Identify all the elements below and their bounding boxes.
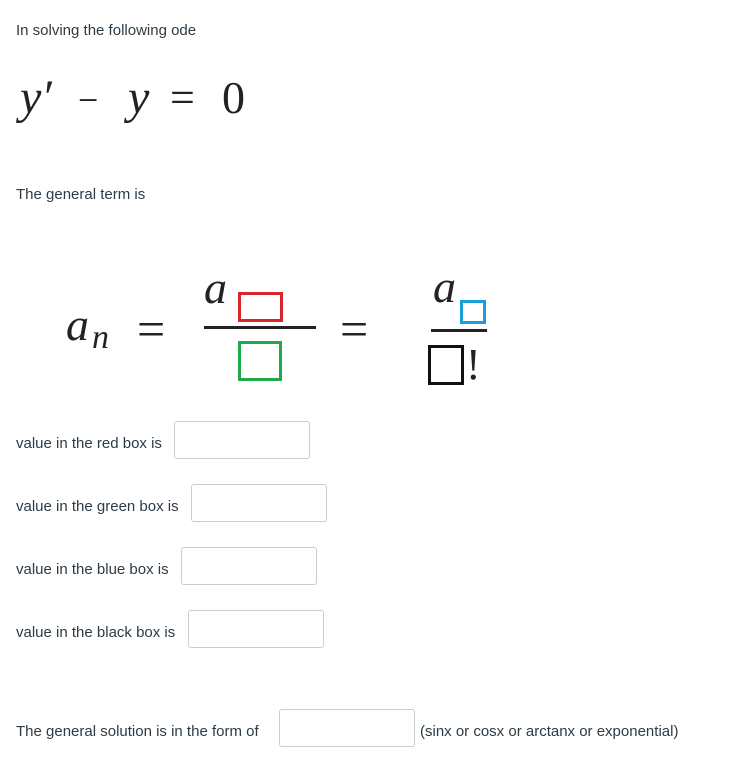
black-box — [428, 345, 464, 385]
fraction1-bar — [204, 326, 316, 329]
red-box — [238, 292, 283, 322]
green-box — [238, 341, 282, 381]
ode-y-prime: y′ — [20, 71, 52, 124]
factorial-sign: ! — [466, 340, 481, 389]
blue-box — [460, 300, 486, 324]
black-box-question-label: value in the black box is — [16, 624, 176, 641]
formula-equals-1: = — [137, 301, 166, 357]
general-solution-input[interactable] — [279, 709, 415, 747]
general-solution-hint: (sinx or cosx or arctanx or exponential) — [420, 723, 679, 740]
blue-box-question-label: value in the blue box is — [16, 561, 169, 578]
fraction1-numerator-a: a — [204, 262, 227, 313]
red-box-answer-input[interactable] — [174, 421, 310, 459]
black-box-answer-input[interactable] — [188, 610, 324, 648]
general-solution-label: The general solution is in the form of — [16, 723, 259, 740]
ode-y: y — [128, 71, 150, 124]
general-term-text: The general term is — [16, 186, 146, 203]
blue-box-answer-input[interactable] — [181, 547, 317, 585]
intro-text: In solving the following ode — [16, 22, 197, 39]
fraction2-bar — [431, 329, 487, 332]
green-box-question-label: value in the green box is — [16, 498, 179, 515]
formula-subscript-n: n — [92, 319, 109, 356]
green-box-answer-input[interactable] — [191, 484, 327, 522]
ode-equals: = — [170, 73, 195, 122]
red-box-question-label: value in the red box is — [16, 435, 162, 452]
formula-a: a — [66, 299, 89, 350]
ode-minus: − — [78, 80, 99, 120]
fraction2-numerator-a: a — [433, 261, 456, 312]
ode-rhs: 0 — [222, 72, 245, 123]
formula-equals-2: = — [340, 301, 369, 357]
